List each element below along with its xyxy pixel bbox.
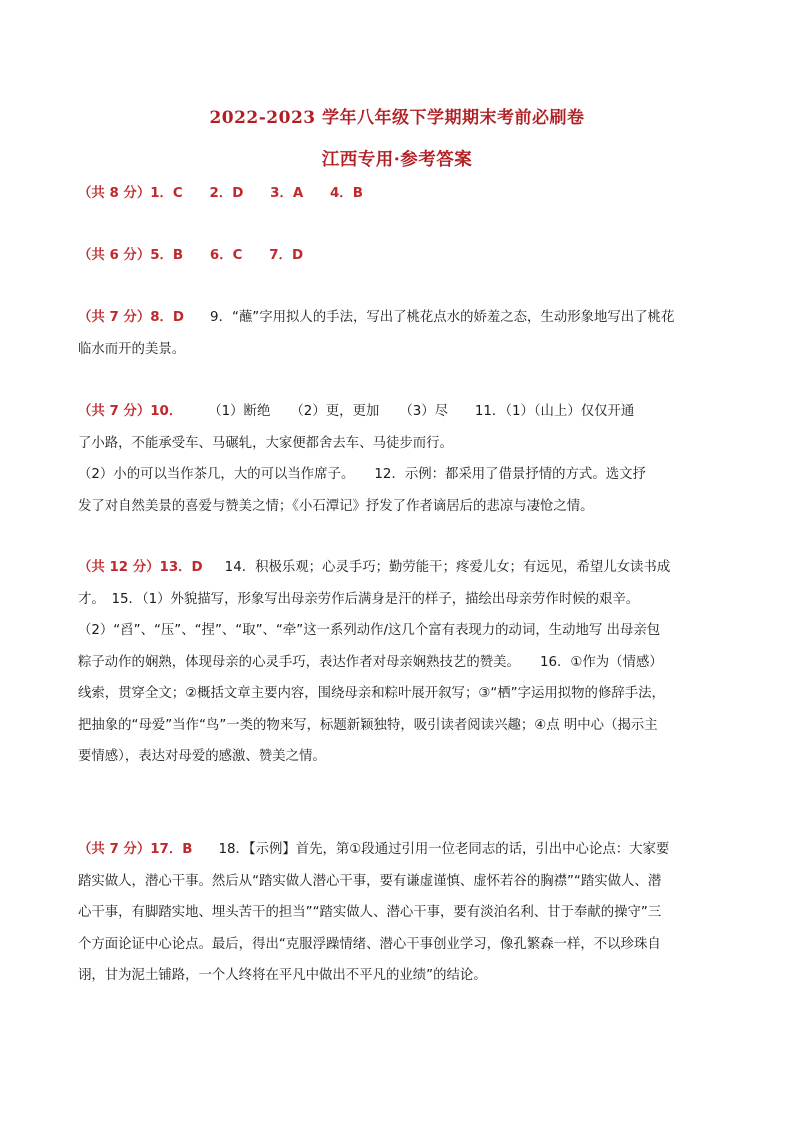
section-score: （共 12 分） [78,560,160,575]
answer-line: 心干事，有脚踏实地、埋头苦干的担当”“踏实做人、潜心干事，要有淡泊名利、甘于奉献的操守”三 [78,905,662,920]
answer-line: 了小路，不能承受车、马碾轧，大家便都舍去车、马徒步而行。 [78,435,453,451]
answer-17: 17．B [150,842,193,857]
answer-line: 发了对自然美景的喜爱与赞美之情；《小石潭记》抒发了作者谪居后的悲凉与凄怆之情。 [78,498,594,514]
answer-section-2 [78,240,676,272]
answer-line: 诩，甘为泥土铺路，一个人终将在平凡中做出不平凡的业绩”的结论。 [78,968,487,983]
answer-text: 9．“蘸”字用拟人的手法，写出了桃花点水的娇羞之态，生动形象地写出了桃花 [210,310,675,325]
answer-section-5 [78,552,676,773]
section-score: （共 7 分） [78,842,151,857]
answer-line [78,396,676,428]
answer-line [78,240,676,272]
answer-13: 13．D [159,560,203,575]
section-score: （共 7 分） [78,310,151,325]
answer-line: 把抽象的“母爱”当作“鸟”一类的物来写，标题新颖独特，吸引读者阅读兴趣；④点 明中心（揭示主 [78,717,658,733]
answer-line: （2）“舀”、“压”、“捏”、“取”、“牵”这一系列动作/这几个富有表现力的动词，生动地写 出母亲包 [78,623,661,638]
answer-text: 1．C 2．D 3．A 4．B [150,186,363,201]
answer-section-4 [78,396,676,522]
answer-text: （1）断绝 （2）更，更加 （3）尽 11．（1）（山上）仅仅开通 [208,404,635,419]
answer-line: 个方面论证中心论点。最后，得出“克服浮躁情绪、潜心干事创业学习，像孔繁森一样，不以珍珠自 [78,936,661,952]
answer-text: 5．B 6．C 7．D [150,248,304,263]
section-score: （共 8 分） [78,186,151,201]
answer-section-1 [78,178,676,210]
document-title: 2022-2023 学年八年级下学期期末考前必刷卷 [209,108,585,128]
section-score: （共 6 分） [78,248,151,263]
document-subtitle: 江西专用·参考答案 [321,150,473,170]
answer-line: 粽子动作的娴熟，体现母亲的心灵手巧，表达作者对母亲娴熟技艺的赞美。 16．①作为（情感） [78,654,663,670]
answer-line [78,178,676,210]
answer-line: 线索，贯穿全文；②概括文章主要内容，围绕母亲和粽叶展开叙写；③“栖”字运用拟物的修辞手法， [78,686,665,701]
answer-line [78,552,676,584]
answer-line [78,834,676,866]
answer-section-3 [78,302,676,365]
answer-8: 8．D [150,310,185,325]
answer-line [78,302,676,334]
answer-line: 才。 15．（1）外貌描写，形象写出母亲劳作后满身是汗的样子，描绘出母亲劳作时候的艰辛。 [78,591,640,607]
section-score: （共 7 分） [78,404,151,419]
answer-section-6 [78,834,676,992]
answer-line: 踏实做人，潜心干事。然后从“踏实做人潜心干事，要有谦虚谨慎、虚怀若谷的胸襟”“踏实做人、潜 [78,873,662,889]
answer-text: 14．积极乐观；心灵手巧；勤劳能干；疼爱儿女；有远见，希望儿女读书成 [224,560,671,575]
answer-line: （2）小的可以当作茶几，大的可以当作席子。 12．示例：都采用了借景抒情的方式。选文抒 [78,467,646,482]
answer-text: 18．【示例】首先，第①段通过引用一位老同志的话，引出中心论点：大家要 [218,842,670,857]
answer-10: 10． [150,404,183,419]
answer-line: 要情感），表达对母爱的感激、赞美之情。 [78,749,326,764]
answer-line: 临水而开的美景。 [78,341,186,357]
